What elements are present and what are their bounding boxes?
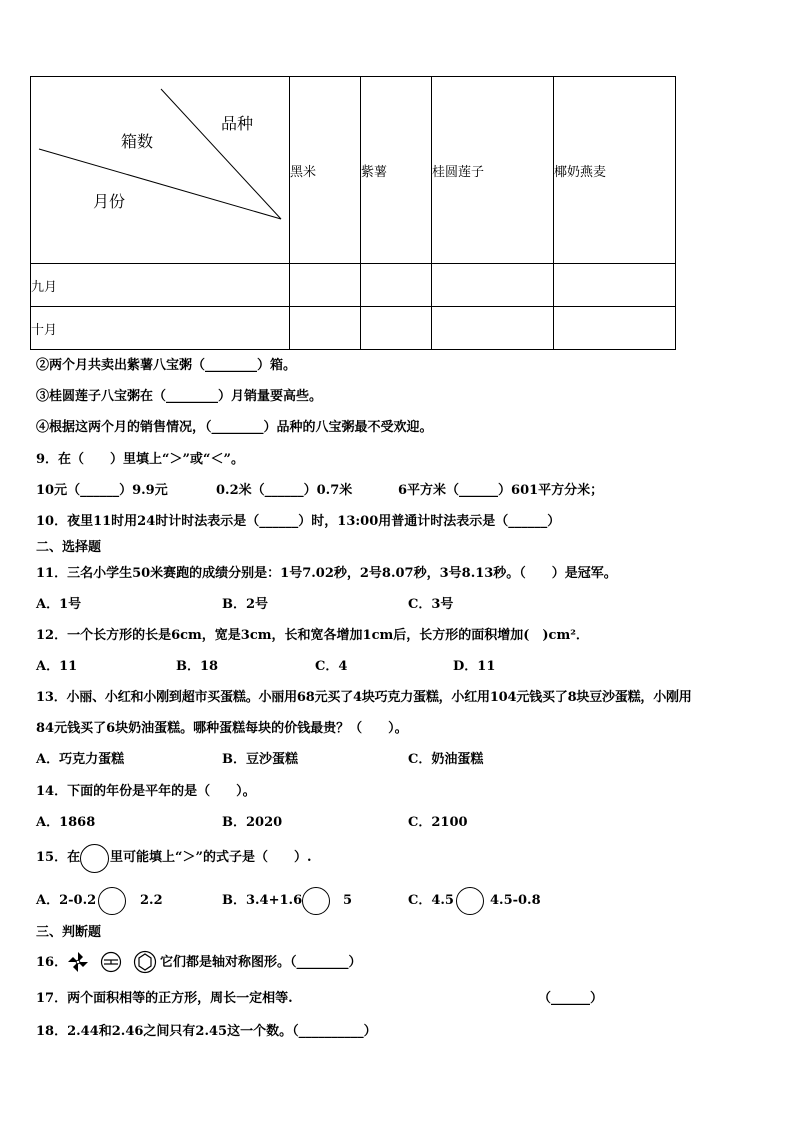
q8-part4: ④根据这两个月的销售情况，（________）品种的八宝粥最不受欢迎。 (36, 420, 433, 435)
diag-label-month: 月份 (93, 192, 126, 211)
q14-option-a: A．1868 (36, 815, 96, 830)
q15-option-a-left: A．2-0.2 (36, 893, 97, 908)
section-heading: 三、判断题 (36, 925, 102, 940)
diagonal-header-cell (31, 77, 290, 264)
q14-option-c: C．2100 (408, 815, 468, 830)
q12-option-b: B．18 (176, 659, 219, 674)
q14-text: 14．下面的年份是平年的是（ ）。 (36, 784, 256, 799)
q8-part3: ③桂圆莲子八宝粥在（________）月销量要高些。 (36, 389, 323, 404)
table-cell (290, 307, 361, 350)
circle-blank-icon (80, 844, 109, 873)
q15-option-c-right: 4.5-0.8 (490, 893, 541, 908)
q11-option-a: A．1号 (36, 597, 82, 612)
q17-text: 17．两个面积相等的正方形，周长一定相等. (36, 991, 293, 1006)
q12-option-a: A．11 (36, 659, 78, 674)
q11-option-c: C．3号 (408, 597, 454, 612)
q13-option-c: C．奶油蛋糕 (408, 752, 484, 767)
table-cell (554, 264, 676, 307)
circle-lines-shape-icon (100, 951, 122, 973)
q18-text: 18．2.44和2.46之间只有2.45这一个数。（__________） (36, 1024, 377, 1039)
column-header: 紫薯 (361, 77, 432, 264)
circle-blank-icon (456, 887, 484, 915)
q13-option-b: B．豆沙蛋糕 (222, 752, 298, 767)
table-cell (554, 307, 676, 350)
table-cell (361, 307, 432, 350)
q15-option-b-right: 5 (343, 893, 353, 908)
circle-blank-icon (302, 887, 330, 915)
section-heading: 二、选择题 (36, 540, 102, 555)
q13-line1: 13．小丽、小红和小刚到超市买蛋糕。小丽用68元买了4块巧克力蛋糕，小红用104元钱买了8块豆沙蛋糕，小刚用 (36, 690, 692, 705)
row-header: 十月 (31, 307, 290, 350)
q15-option-a-right: 2.2 (140, 893, 163, 908)
q10-text: 10．夜里11时用24时计时法表示是（______）时，13:00用普通计时法表示是（______） (36, 514, 561, 529)
q13-option-a: A．巧克力蛋糕 (36, 752, 125, 767)
table-cell (432, 264, 554, 307)
q9-item-b: 0.2米（______）0.7米 (216, 483, 353, 498)
table-cell (432, 307, 554, 350)
q16-number: 16． (36, 955, 68, 970)
q9-item-c: 6平方米（______）601平方分米； (398, 483, 604, 498)
circle-polygon-shape-icon (133, 950, 157, 974)
pinwheel-shape-icon (66, 950, 90, 974)
diag-label-boxes: 箱数 (121, 132, 154, 151)
column-header: 黑米 (290, 77, 361, 264)
q17-blank: （______） (538, 991, 604, 1006)
column-header: 椰奶燕麦 (554, 77, 676, 264)
q16-text: 它们都是轴对称图形。（________） (160, 955, 362, 970)
q12-text: 12．一个长方形的长是6cm，宽是3cm，长和宽各增加1cm后，长方形的面积增加( )cm²． (36, 628, 589, 643)
table-cell (361, 264, 432, 307)
q9-title: 9．在（ ）里填上“＞”或“＜”。 (36, 452, 244, 467)
q15-suffix: 里可能填上“＞”的式子是（ ）. (110, 850, 312, 865)
diag-label-variety: 品种 (221, 114, 254, 133)
q9-item-a: 10元（______）9.9元 (36, 483, 168, 498)
diagonal-lines (31, 77, 289, 263)
q8-part2: ②两个月共卖出紫薯八宝粥（________）箱。 (36, 358, 297, 373)
table-cell (290, 264, 361, 307)
q12-option-c: C．4 (315, 659, 348, 674)
q14-option-b: B．2020 (222, 815, 283, 830)
sales-table (30, 76, 676, 350)
q15-option-b-left: B．3.4+1.6 (222, 893, 303, 908)
q12-option-d: D．11 (453, 659, 496, 674)
row-header: 九月 (31, 264, 290, 307)
q15-prefix: 15．在 (36, 850, 81, 865)
q11-option-b: B．2号 (222, 597, 269, 612)
column-header: 桂圆莲子 (432, 77, 554, 264)
q13-line2: 84元钱买了6块奶油蛋糕。哪种蛋糕每块的价钱最贵？（ ）。 (36, 721, 408, 736)
q15-option-c-left: C．4.5 (408, 893, 454, 908)
circle-blank-icon (98, 887, 126, 915)
q11-text: 11．三名小学生50米赛跑的成绩分别是：1号7.02秒，2号8.07秒，3号8.13秒。（ ）是冠军。 (36, 566, 617, 581)
